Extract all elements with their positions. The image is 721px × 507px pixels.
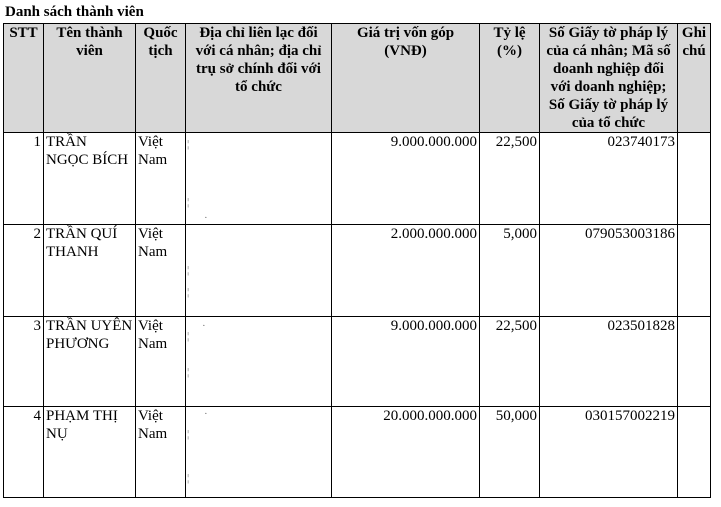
cell-capital: 9.000.000.000 (332, 317, 480, 407)
table-row (4, 225, 711, 317)
redaction-mark: ¦ (187, 472, 190, 484)
cell-note (678, 133, 711, 225)
header-id-doc: Số Giấy tờ pháp lý của cá nhân; Mã số doanh nghiệp đối với doanh nghiệp; Số Giấy tờ pháp lý của tổ chức (540, 24, 678, 133)
cell-ratio: 5,000 (480, 225, 540, 317)
header-stt: STT (4, 24, 44, 133)
redaction-mark: ¦ (187, 196, 190, 208)
cell-id-doc: 023740173 (540, 133, 678, 225)
cell-ratio: 50,000 (480, 407, 540, 498)
cell-note (678, 225, 711, 317)
cell-id-doc: 030157002219 (540, 407, 678, 498)
header-ratio: Tỷ lệ (%) (480, 24, 540, 133)
redaction-mark: ¦ (187, 286, 190, 298)
cell-name: PHẠM THỊ NỤ (44, 407, 136, 498)
redaction-mark: · (202, 320, 206, 332)
cell-capital: 9.000.000.000 (332, 133, 480, 225)
cell-note (678, 407, 711, 498)
header-nationality: Quốc tịch (136, 24, 186, 133)
cell-stt: 2 (4, 225, 44, 317)
cell-note (678, 317, 711, 407)
cell-ratio: 22,500 (480, 133, 540, 225)
cell-name: TRẦN NGỌC BÍCH (44, 133, 136, 225)
cell-id-doc: 079053003186 (540, 225, 678, 317)
cell-ratio: 22,500 (480, 317, 540, 407)
header-row (4, 24, 711, 133)
cell-nationality: Việt Nam (136, 407, 186, 498)
redaction-mark: · (204, 212, 208, 224)
cell-address (186, 225, 332, 317)
cell-stt: 3 (4, 317, 44, 407)
redaction-mark: · (204, 408, 208, 420)
cell-nationality: Việt Nam (136, 225, 186, 317)
table-row (4, 317, 711, 407)
table-row (4, 407, 711, 498)
cell-address (186, 407, 332, 498)
header-capital: Giá trị vốn góp (VNĐ) (332, 24, 480, 133)
cell-address (186, 133, 332, 225)
header-note: Ghi chú (678, 24, 711, 133)
redaction-mark: ¦ (187, 138, 190, 150)
cell-id-doc: 023501828 (540, 317, 678, 407)
cell-address (186, 317, 332, 407)
cell-nationality: Việt Nam (136, 317, 186, 407)
cell-capital: 2.000.000.000 (332, 225, 480, 317)
cell-capital: 20.000.000.000 (332, 407, 480, 498)
cell-name: TRẦN QUÍ THANH (44, 225, 136, 317)
redaction-mark: ¦ (187, 264, 190, 276)
document-title: Danh sách thành viên (5, 4, 144, 20)
cell-nationality: Việt Nam (136, 133, 186, 225)
redaction-mark: ¦ (187, 428, 190, 440)
member-table (3, 23, 711, 498)
cell-name: TRẦN UYÊN PHƯƠNG (44, 317, 136, 407)
header-address: Địa chỉ liên lạc đối với cá nhân; địa chỉ trụ sở chính đối với tổ chức (186, 24, 332, 133)
header-name: Tên thành viên (44, 24, 136, 133)
redaction-mark: ¦ (187, 366, 190, 378)
redaction-mark: ¦ (187, 330, 190, 342)
cell-stt: 1 (4, 133, 44, 225)
cell-stt: 4 (4, 407, 44, 498)
table-row (4, 133, 711, 225)
